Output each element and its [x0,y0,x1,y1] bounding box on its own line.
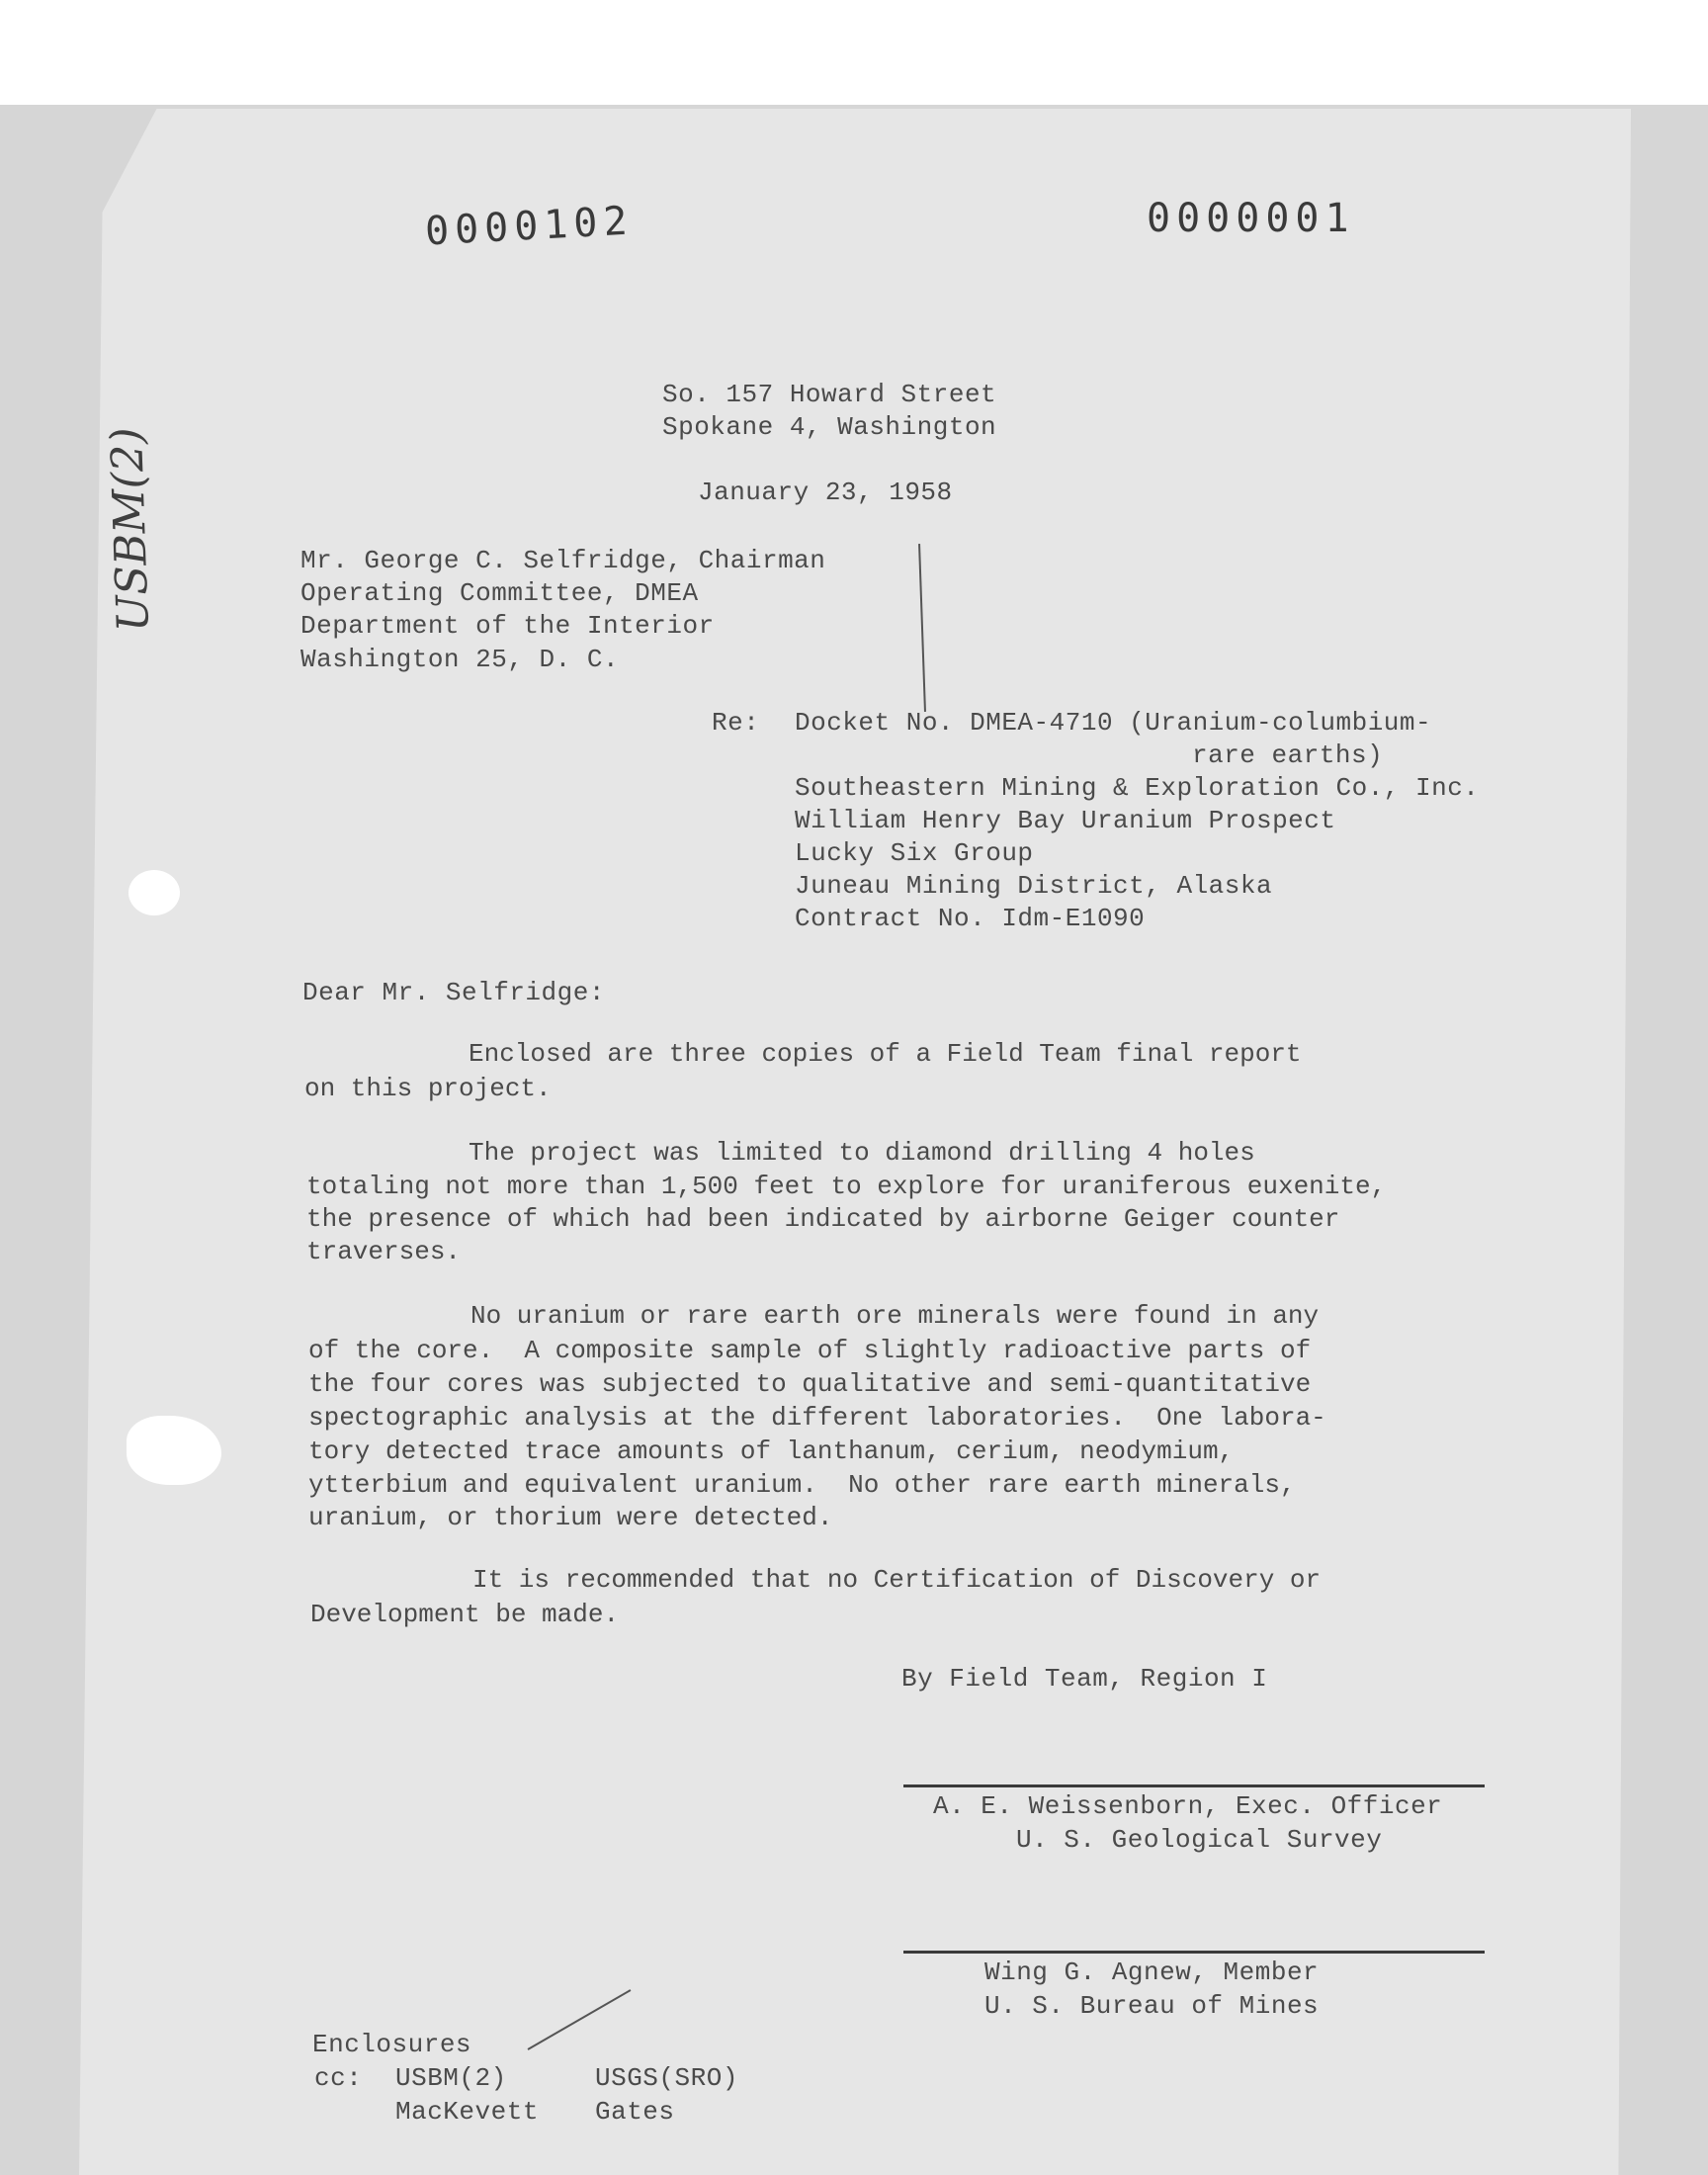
sender-address-line1: So. 157 Howard Street [662,380,997,409]
stamp-number-right: 0000001 [1147,196,1355,241]
cc-label: cc: [314,2063,363,2093]
closing: By Field Team, Region I [901,1664,1268,1694]
paragraph-2-line1: The project was limited to diamond drilling 4 holes [469,1138,1255,1168]
paragraph-3-line3: the four cores was subjected to qualitative and semi-quantitative [308,1369,1312,1399]
re-line4: Lucky Six Group [795,838,1034,868]
cc-gates: Gates [595,2097,675,2127]
salutation: Dear Mr. Selfridge: [302,978,605,1007]
cc-usgs: USGS(SRO) [595,2063,738,2093]
paragraph-1-line1: Enclosed are three copies of a Field Team final report [469,1039,1302,1069]
paragraph-2-line4: traverses. [306,1237,462,1266]
cc-mackevett: MacKevett [395,2097,539,2127]
re-line3: William Henry Bay Uranium Prospect [795,806,1336,835]
paragraph-3-line7: uranium, or thorium were detected. [308,1503,833,1532]
recipient-line1: Mr. George C. Selfridge, Chairman [300,546,826,575]
re-line2: Southeastern Mining & Exploration Co., Inc. [795,773,1480,803]
paragraph-4-line1: It is recommended that no Certification of Discovery or [472,1565,1322,1595]
signature-1-name: A. E. Weissenborn, Exec. Officer [933,1791,1443,1821]
re-line1b: rare earths) [1192,740,1384,770]
recipient-line4: Washington 25, D. C. [300,645,620,674]
enclosures-label: Enclosures [312,2030,472,2059]
signature-1-org: U. S. Geological Survey [1016,1825,1383,1855]
recipient-line2: Operating Committee, DMEA [300,578,699,608]
punch-hole-top [128,870,180,915]
handwritten-margin-note: USBM(2) [101,426,159,633]
letter-date: January 23, 1958 [698,478,953,507]
signature-2-name: Wing G. Agnew, Member [984,1958,1320,1987]
paragraph-1-line2: on this project. [304,1074,552,1103]
re-label: Re: [712,708,760,738]
paragraph-3-line4: spectographic analysis at the different laboratories. One labora- [308,1403,1326,1433]
signature-2-org: U. S. Bureau of Mines [984,1991,1320,2021]
paragraph-4-line2: Development be made. [310,1600,620,1629]
cc-usbm: USBM(2) [395,2063,507,2093]
sender-address-line2: Spokane 4, Washington [662,412,997,442]
paragraph-2-line2: totaling not more than 1,500 feet to explore for uraniferous euxenite, [306,1172,1387,1201]
paragraph-3-line6: ytterbium and equivalent uranium. No other rare earth minerals, [308,1470,1296,1500]
stamp-number-left: 0000102 [423,198,635,255]
paragraph-3-line5: tory detected trace amounts of lanthanum, cerium, neodymium, [308,1436,1235,1466]
signature-line-2 [903,1951,1485,1954]
signature-line-1 [903,1784,1485,1787]
recipient-line3: Department of the Interior [300,611,715,641]
re-line5: Juneau Mining District, Alaska [795,871,1273,901]
paragraph-3-line2: of the core. A composite sample of slightly radioactive parts of [308,1336,1312,1365]
paragraph-2-line3: the presence of which had been indicated by airborne Geiger counter [306,1204,1340,1234]
re-line1: Docket No. DMEA-4710 (Uranium-columbium- [795,708,1432,738]
paragraph-3-line1: No uranium or rare earth ore minerals were found in any [470,1301,1320,1331]
re-line6: Contract No. Idm-E1090 [795,904,1146,933]
